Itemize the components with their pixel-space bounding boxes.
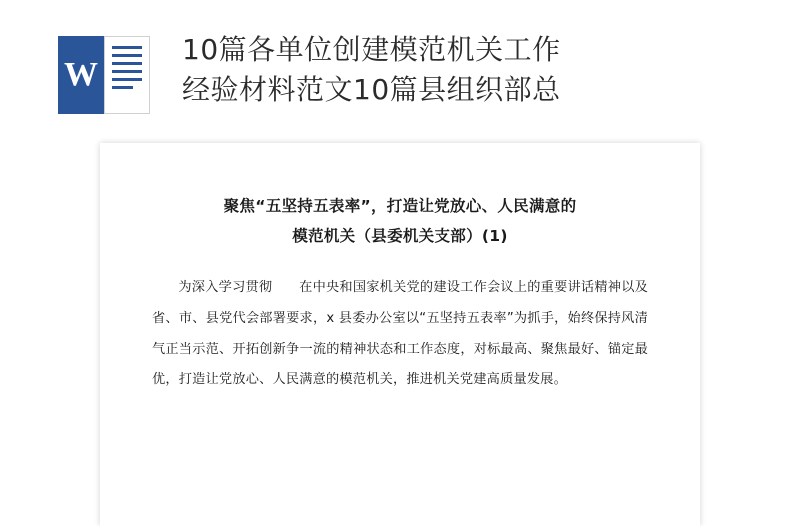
- document-heading-line-2: 模范机关（县委机关支部）(1): [292, 227, 508, 246]
- page-title-line-1: 10篇各单位创建模范机关工作: [182, 33, 561, 66]
- word-icon-line: [112, 78, 142, 81]
- word-icon-line: [112, 46, 142, 49]
- page-title: [182, 30, 682, 110]
- word-icon-badge: [58, 36, 104, 114]
- document-header: [0, 0, 800, 132]
- word-icon-letter: W: [64, 56, 98, 93]
- page-title-line-2: 经验材料范文10篇县组织部总: [182, 72, 561, 106]
- document-heading-line-1: 聚焦“五坚持五表率”，打造让党放心、人民满意的: [223, 197, 577, 215]
- word-icon-page: [104, 36, 150, 114]
- word-icon-line: [112, 54, 142, 57]
- word-icon-line: [112, 86, 133, 89]
- word-document-icon: [58, 36, 150, 114]
- document-heading: [152, 191, 648, 251]
- document-sheet: [100, 143, 700, 526]
- document-paragraph: 为深入学习贯彻 在中央和国家机关党的建设工作会议上的重要讲话精神以及省、市、县党代会部署要求，x 县委办公室以“五坚持五表率”为抓手，始终保持风清气正当示范、开拓创新争一流的精神状态和工作态度，对标最高、聚焦最好、锚定最优，打造让党放心、人民满意的模范机关，推进机关党建高质量发展。: [152, 280, 648, 388]
- word-icon-line: [112, 70, 142, 73]
- word-icon-line: [112, 62, 142, 65]
